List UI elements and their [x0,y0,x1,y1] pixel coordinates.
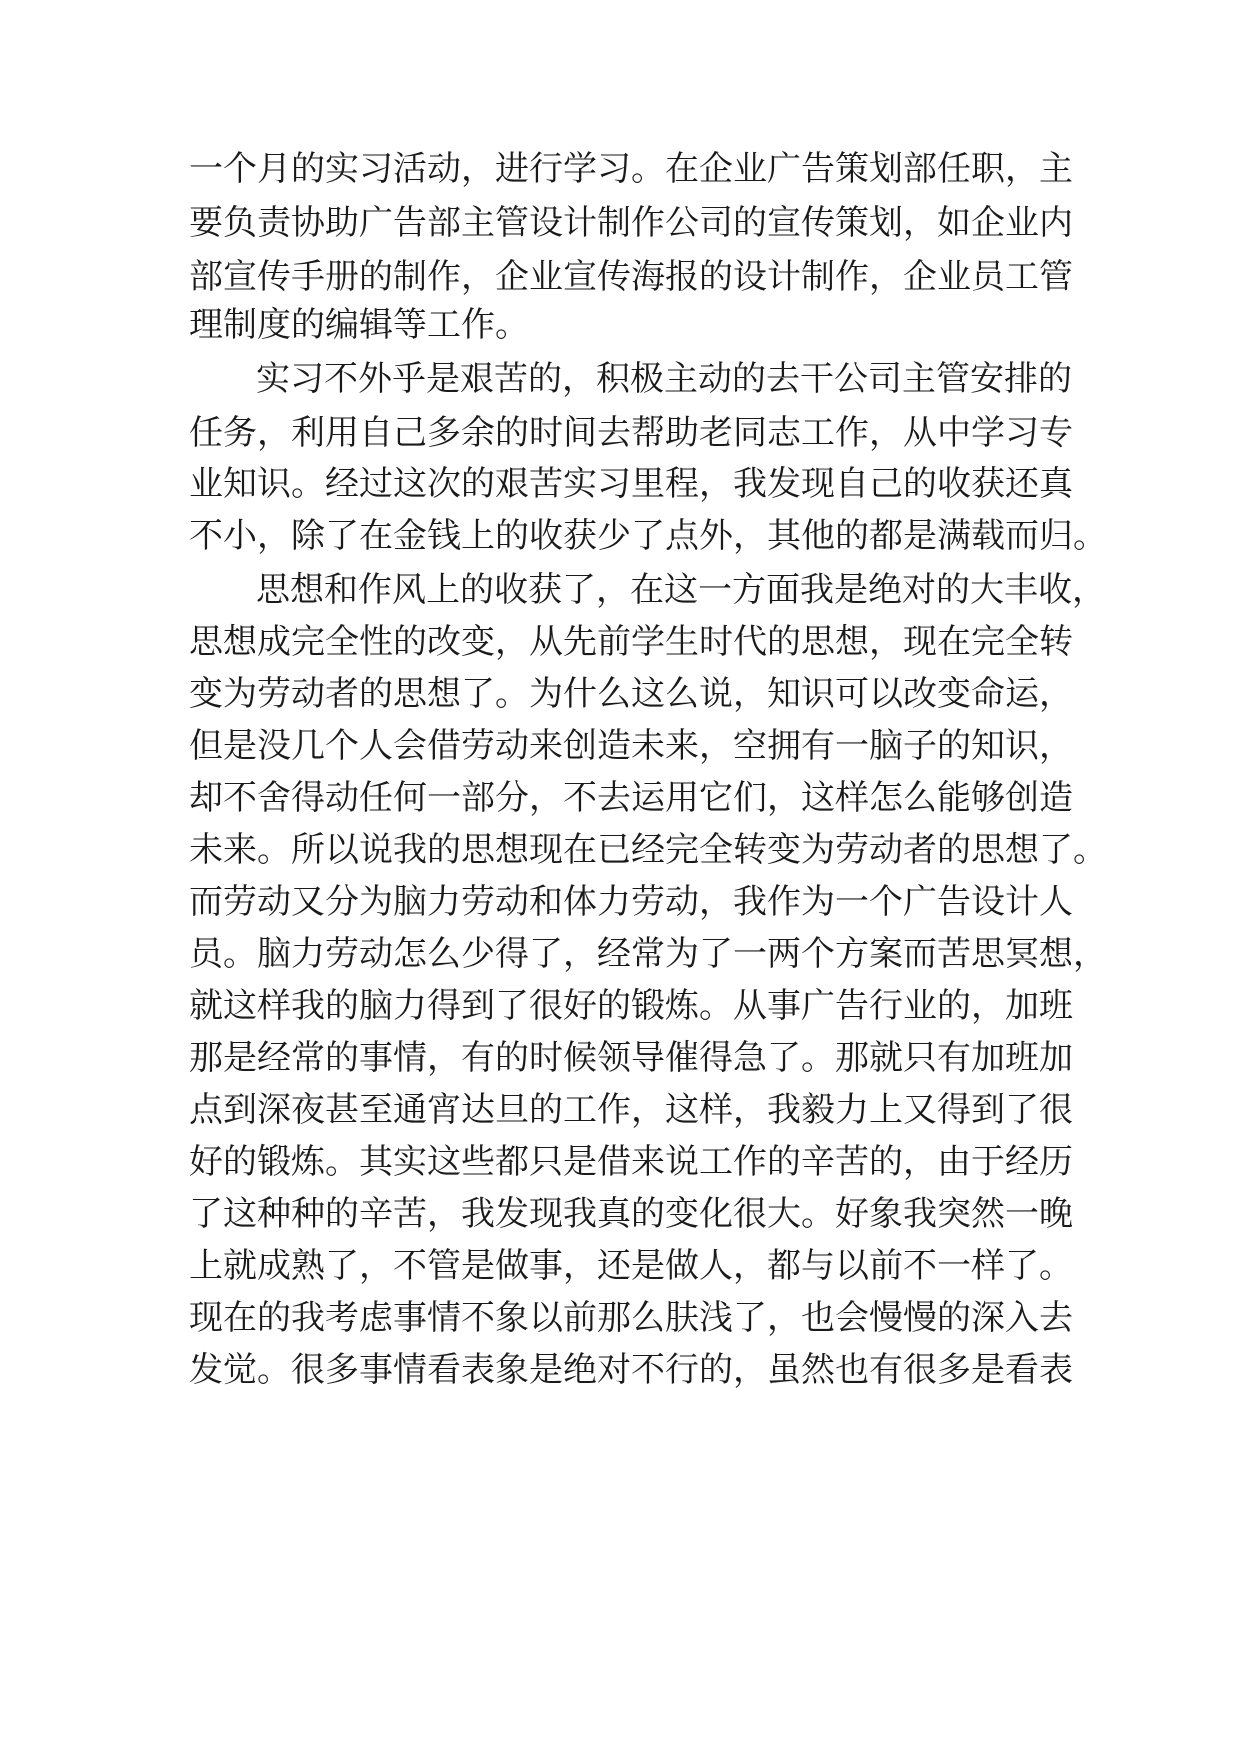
text-line: 一个月的实习活动，进行学习。在企业广告策划部任职，主 [189,149,1073,189]
text-line: 了这种种的辛苦，我发现我真的变化很大。好象我突然一晚 [189,1194,1073,1234]
text-line: 发觉。很多事情看表象是绝对不行的，虽然也有很多是看表 [189,1350,1073,1390]
text-line: 上就成熟了，不管是做事，还是做人，都与以前不一样了。 [189,1246,1073,1286]
text-line: 要负责协助广告部主管设计制作公司的宣传策划，如企业内 [189,203,1073,243]
text-line: 点到深夜甚至通宵达旦的工作，这样，我毅力上又得到了很 [189,1090,1073,1130]
text-line: 业知识。经过这次的艰苦实习里程，我发现自己的收获还真 [189,464,1073,504]
text-line: 实习不外乎是艰苦的，积极主动的去干公司主管安排的 [256,359,1072,399]
text-line: 思想成完全性的改变，从先前学生时代的思想，现在完全转 [189,622,1073,662]
text-line: 未来。所以说我的思想现在已经完全转变为劳动者的思想了。 [189,830,1107,870]
text-line: 理制度的编辑等工作。 [189,305,529,345]
text-line: 员。脑力劳动怎么少得了，经常为了一两个方案而苦思冥想， [189,934,1107,974]
text-line: 就这样我的脑力得到了很好的锻炼。从事广告行业的，加班 [189,986,1073,1026]
text-line: 不小，除了在金钱上的收获少了点外，其他的都是满载而归。 [189,516,1107,556]
text-line: 任务，利用自己多余的时间去帮助老同志工作，从中学习专 [189,413,1073,453]
text-line: 而劳动又分为脑力劳动和体力劳动，我作为一个广告设计人 [189,882,1073,922]
text-line: 变为劳动者的思想了。为什么这么说，知识可以改变命运， [189,674,1073,714]
text-line: 现在的我考虑事情不象以前那么肤浅了，也会慢慢的深入去 [189,1298,1073,1338]
text-line: 那是经常的事情，有的时候领导催得急了。那就只有加班加 [189,1038,1073,1078]
text-line: 思想和作风上的收获了，在这一方面我是绝对的大丰收， [256,570,1106,610]
text-line: 但是没几个人会借劳动来创造未来，空拥有一脑子的知识， [189,726,1073,766]
text-line: 却不舍得动任何一部分，不去运用它们，这样怎么能够创造 [189,778,1073,818]
text-line: 好的锻炼。其实这些都只是借来说工作的辛苦的，由于经历 [189,1142,1073,1182]
text-line: 部宣传手册的制作，企业宣传海报的设计制作，企业员工管 [189,257,1073,297]
